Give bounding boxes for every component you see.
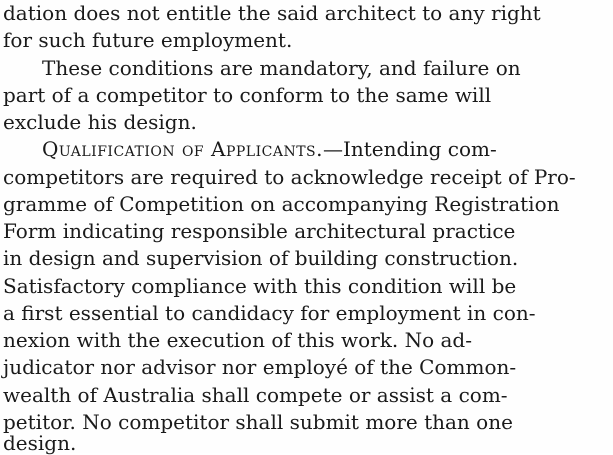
text-line: design. (3, 431, 77, 455)
text-line: nexion with the execution of this work. No ad- (3, 328, 472, 352)
text-line: Satisfactory compliance with this condition will be (3, 274, 517, 298)
qualification-line (42, 138, 608, 160)
section-heading: Qualification of Applicants. (42, 137, 323, 161)
text-line: in design and supervision of building construction. (3, 246, 519, 270)
text-line: for such future employment. (3, 28, 293, 52)
text-line: petitor. No competitor shall submit more than one (3, 410, 513, 434)
text-line: Form indicating responsible architectural practice (3, 219, 516, 243)
text-line: exclude his design. (3, 110, 197, 134)
text-line: dation does not entitle the said architect to any right (3, 1, 541, 25)
text-line: wealth of Australia shall compete or assist a com- (3, 383, 508, 407)
text-line: competitors are required to acknowledge receipt of Pro- (3, 165, 576, 189)
text-line: These conditions are mandatory, and failure on (42, 56, 521, 80)
text-line: gramme of Competition on accompanying Registration (3, 192, 560, 216)
text-line: part of a competitor to conform to the same will (3, 83, 492, 107)
text-line: judicator nor advisor nor employé of the Common- (3, 355, 517, 379)
text-line: a first essential to candidacy for employment in con- (3, 301, 536, 325)
heading-continuation: —Intending com- (322, 137, 497, 161)
